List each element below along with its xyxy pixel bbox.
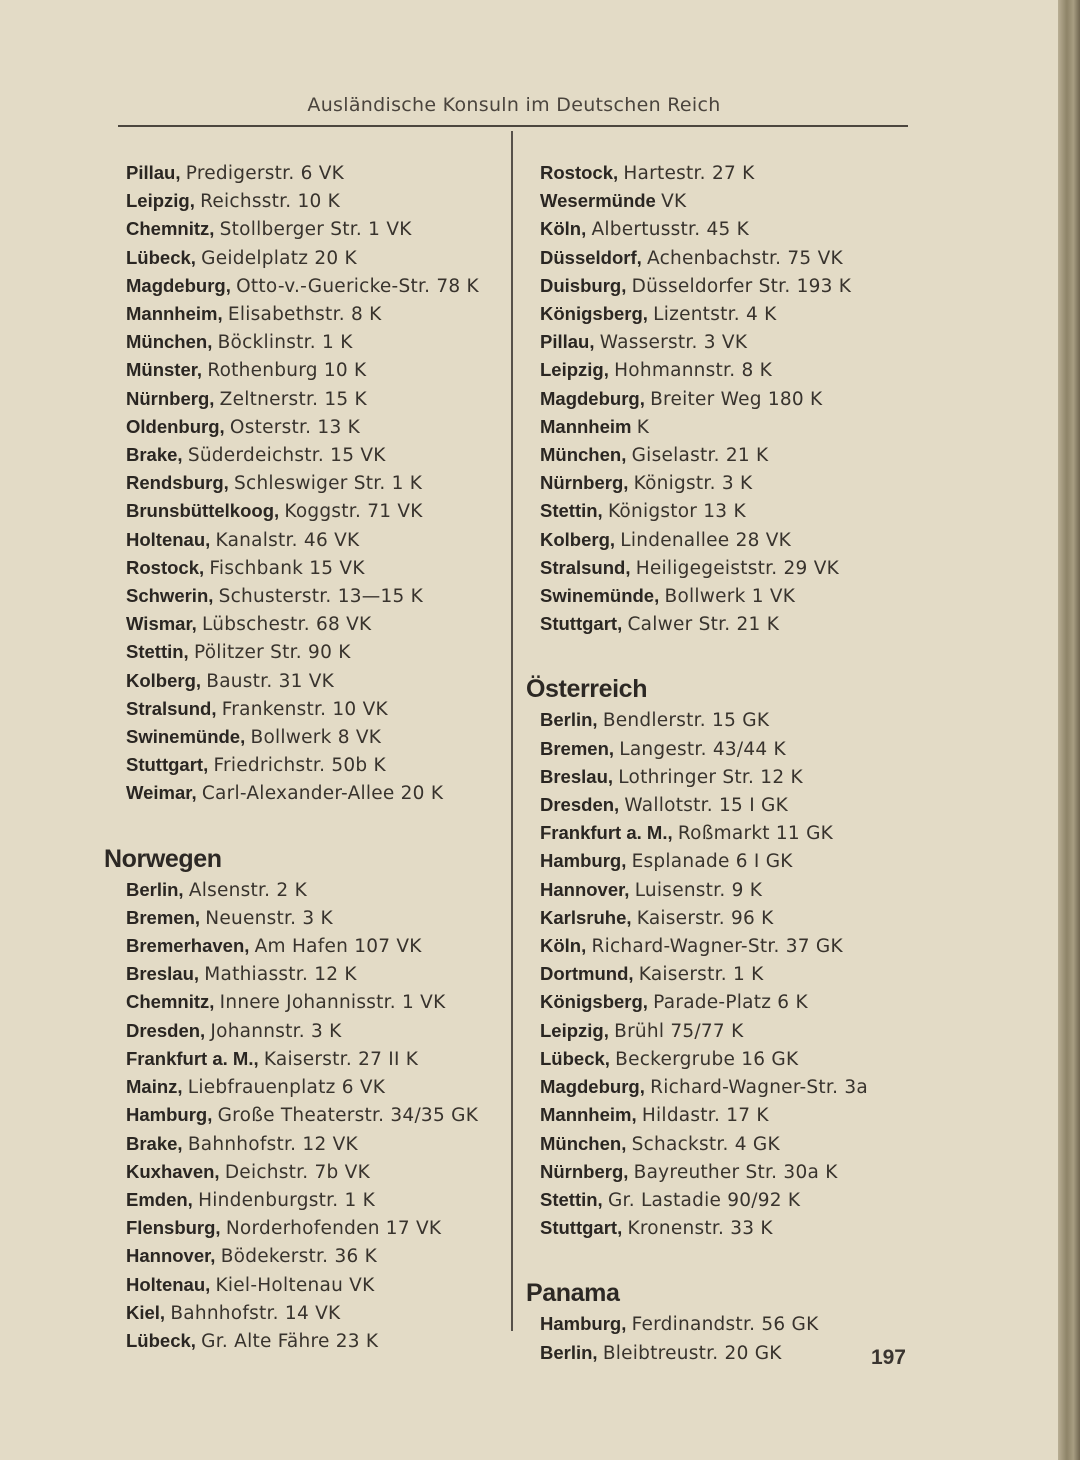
- city-name: Flensburg,: [126, 1217, 221, 1239]
- consulate-entry: [126, 469, 504, 497]
- consulate-address: Norderhofenden 17 VK: [225, 1218, 442, 1240]
- consulate-address: Brühl 75/77 K: [614, 1020, 744, 1042]
- consulate-entry: [540, 215, 912, 243]
- consulate-address: Zeltnerstr. 15 K: [219, 388, 367, 410]
- city-name: Wesermünde: [540, 190, 656, 212]
- city-name: Lübeck,: [126, 246, 196, 268]
- city-name: Brake,: [126, 444, 183, 466]
- consulate-entry: [126, 1158, 504, 1186]
- city-name: Karlsruhe,: [540, 906, 632, 928]
- consulate-entry: [540, 706, 912, 734]
- consulate-address: Böcklinstr. 1 K: [217, 332, 353, 354]
- city-name: Magdeburg,: [540, 1076, 645, 1098]
- city-name: Holtenau,: [126, 528, 211, 550]
- consulate-entry: [540, 988, 912, 1016]
- consulate-entry: [540, 932, 912, 960]
- city-name: Chemnitz,: [126, 218, 215, 240]
- consulate-address: Stollberger Str. 1 VK: [219, 219, 412, 241]
- consulate-entry: [126, 1101, 504, 1129]
- city-name: München,: [540, 1132, 627, 1154]
- city-name: Rendsburg,: [126, 472, 229, 494]
- consulate-address: Friedrichstr. 50b K: [213, 755, 386, 777]
- consulate-entry: [126, 751, 504, 779]
- page-edge: [1058, 0, 1080, 1460]
- consulate-address: Parade-Platz 6 K: [653, 992, 808, 1014]
- consulate-address: Wasserstr. 3 VK: [599, 332, 748, 354]
- consulate-address: Lothringer Str. 12 K: [618, 766, 803, 788]
- city-name: Kuxhaven,: [126, 1160, 220, 1182]
- consulate-address: Kronenstr. 33 K: [627, 1218, 773, 1240]
- city-name: Magdeburg,: [126, 274, 231, 296]
- consulate-address: Bahnhofstr. 14 VK: [170, 1302, 341, 1324]
- consulate-entry: [126, 159, 504, 187]
- city-name: Leipzig,: [540, 1019, 609, 1041]
- consulate-address: Am Hafen 107 VK: [254, 936, 422, 958]
- consulate-address: Bendlerstr. 15 GK: [602, 710, 770, 732]
- consulate-address: Schackstr. 4 GK: [631, 1133, 780, 1155]
- city-name: Stuttgart,: [540, 613, 623, 635]
- consulate-address: Bahnhofstr. 12 VK: [187, 1133, 358, 1155]
- city-name: Mainz,: [126, 1076, 183, 1098]
- consulate-address: Osterstr. 13 K: [229, 416, 360, 438]
- consulate-entry: [540, 1017, 912, 1045]
- consulate-address: Otto-v.-Guericke-Str. 78 K: [236, 275, 479, 297]
- consulate-entry: [126, 554, 504, 582]
- consulate-list-norwegen: [126, 876, 504, 1355]
- consulate-entry: [126, 582, 504, 610]
- consulate-entry: [126, 876, 504, 904]
- consulate-address: Hindenburgstr. 1 K: [198, 1189, 376, 1211]
- running-header: Ausländische Konsuln im Deutschen Reich: [307, 94, 721, 116]
- city-name: Hamburg,: [540, 850, 627, 872]
- consulate-entry: [540, 904, 912, 932]
- city-name: Leipzig,: [540, 359, 609, 381]
- consulate-entry: [540, 187, 912, 215]
- consulate-entry: [126, 960, 504, 988]
- city-name: Mannheim,: [540, 1104, 637, 1126]
- consulate-entry: [540, 1101, 912, 1129]
- consulate-entry: [540, 819, 912, 847]
- consulate-address: Wallotstr. 15 I GK: [624, 795, 789, 817]
- consulate-address: Luisenstr. 9 K: [634, 879, 763, 901]
- consulate-entry: [540, 1310, 912, 1338]
- consulate-entry: [126, 723, 504, 751]
- city-name: Nürnberg,: [540, 472, 629, 494]
- consulate-address: Richard-Wagner-Str. 37 GK: [591, 936, 843, 958]
- consulate-entry: [126, 526, 504, 554]
- consulate-entry: [540, 876, 912, 904]
- consulate-entry: [126, 497, 504, 525]
- header-rule: [118, 125, 908, 127]
- city-name: Schwerin,: [126, 585, 214, 607]
- consulate-entry: [540, 1339, 912, 1367]
- consulate-entry: [540, 735, 912, 763]
- consulate-entry: [540, 847, 912, 875]
- consulate-entry: [126, 1186, 504, 1214]
- consulate-address: Bayreuther Str. 30a K: [633, 1161, 838, 1183]
- city-name: Königsberg,: [540, 991, 648, 1013]
- consulate-entry: [126, 272, 504, 300]
- consulate-address: Schusterstr. 13—15 K: [218, 586, 424, 608]
- consulate-address: Calwer Str. 21 K: [627, 614, 780, 636]
- city-name: Oldenburg,: [126, 415, 225, 437]
- city-name: Lübeck,: [126, 1329, 196, 1351]
- city-name: Pillau,: [540, 331, 595, 353]
- consulate-entry: [540, 1045, 912, 1073]
- consulate-address: Hartestr. 27 K: [623, 163, 755, 184]
- consulate-entry: [126, 695, 504, 723]
- consulate-entry: [540, 763, 912, 791]
- consulate-address: Lübschestr. 68 VK: [202, 614, 372, 636]
- consulate-address: Heiligegeiststr. 29 VK: [635, 557, 839, 579]
- city-name: Kolberg,: [540, 528, 616, 550]
- consulate-entry: [540, 582, 912, 610]
- consulate-address: Kaiserstr. 27 II K: [263, 1048, 419, 1070]
- consulate-entry: [540, 1158, 912, 1186]
- consulate-address: Kanalstr. 46 VK: [215, 529, 360, 551]
- consulate-entry: [126, 1045, 504, 1073]
- city-name: Weimar,: [126, 782, 197, 804]
- consulate-list-oesterreich: [540, 706, 912, 1242]
- city-name: Brake,: [126, 1132, 183, 1154]
- city-name: Berlin,: [540, 709, 598, 731]
- city-name: Frankfurt a. M.,: [540, 822, 673, 844]
- consulate-entry: [126, 1073, 504, 1101]
- city-name: Dresden,: [540, 794, 620, 816]
- city-name: Stettin,: [540, 1188, 603, 1210]
- city-name: Hamburg,: [540, 1313, 627, 1335]
- consulate-address: Albertusstr. 45 K: [591, 219, 750, 241]
- consulate-entry: [126, 667, 504, 695]
- city-name: Bremen,: [126, 906, 201, 928]
- consulate-address: Geidelplatz 20 K: [201, 247, 357, 269]
- consulate-entry: [126, 932, 504, 960]
- consulate-address: Innere Johannisstr. 1 VK: [219, 992, 446, 1014]
- city-name: Swinemünde,: [126, 726, 246, 748]
- consulate-address: VK: [661, 191, 687, 213]
- city-name: Rostock,: [126, 556, 205, 578]
- city-name: Holtenau,: [126, 1273, 211, 1295]
- consulate-list: [126, 159, 504, 808]
- consulate-entry: [126, 1299, 504, 1327]
- consulate-entry: [126, 244, 504, 272]
- consulate-address: Pölitzer Str. 90 K: [193, 642, 351, 664]
- consulate-address: Lindenallee 28 VK: [620, 529, 792, 551]
- consulate-entry: [540, 244, 912, 272]
- consulate-entry: [126, 413, 504, 441]
- consulate-address: Rothenburg 10 K: [207, 360, 367, 382]
- consulate-address: Elisabethstr. 8 K: [227, 304, 382, 326]
- city-name: Leipzig,: [126, 190, 195, 212]
- consulate-entry: [126, 610, 504, 638]
- consulate-entry: [540, 328, 912, 356]
- city-name: Kolberg,: [126, 669, 202, 691]
- consulate-entry: [540, 610, 912, 638]
- city-name: Mannheim,: [126, 303, 223, 325]
- city-name: Stettin,: [126, 641, 189, 663]
- city-name: Rostock,: [540, 162, 619, 183]
- consulate-entry: [540, 1073, 912, 1101]
- consulate-entry: [126, 1017, 504, 1045]
- consulate-address: Bödekerstr. 36 K: [220, 1246, 377, 1268]
- consulate-address: Frankenstr. 10 VK: [221, 698, 388, 720]
- consulate-address: Mathiasstr. 12 K: [204, 964, 357, 986]
- left-column: [104, 159, 504, 1355]
- country-heading-panama: Panama: [526, 1279, 620, 1308]
- consulate-address: Fischbank 15 VK: [209, 557, 365, 579]
- consulate-list-panama: [540, 1310, 912, 1366]
- consulate-entry: [126, 1271, 504, 1299]
- city-name: Dresden,: [126, 1019, 206, 1041]
- city-name: Köln,: [540, 935, 587, 957]
- consulate-entry: [540, 526, 912, 554]
- city-name: München,: [126, 331, 213, 353]
- consulate-address: Kaiserstr. 1 K: [638, 964, 764, 986]
- city-name: Stralsund,: [126, 697, 217, 719]
- consulate-address: Reichsstr. 10 K: [200, 191, 341, 213]
- consulate-address: Alsenstr. 2 K: [188, 879, 307, 901]
- consulate-entry: [540, 1130, 912, 1158]
- consulate-entry: [126, 300, 504, 328]
- consulate-entry: [540, 960, 912, 988]
- consulate-address: Neuenstr. 3 K: [205, 907, 333, 929]
- city-name: Swinemünde,: [540, 585, 660, 607]
- consulate-entry: [540, 554, 912, 582]
- consulate-entry: [540, 300, 912, 328]
- city-name: Stuttgart,: [126, 754, 209, 776]
- consulate-address: Gr. Lastadie 90/92 K: [607, 1189, 801, 1211]
- country-heading-norwegen: Norwegen: [104, 844, 222, 873]
- consulate-address: Gr. Alte Fähre 23 K: [201, 1330, 379, 1352]
- consulate-address: Liebfrauenplatz 6 VK: [187, 1077, 386, 1099]
- city-name: Lübeck,: [540, 1047, 610, 1069]
- city-name: Wismar,: [126, 613, 197, 635]
- consulate-address: Achenbachstr. 75 VK: [647, 247, 843, 269]
- city-name: Breslau,: [126, 963, 200, 985]
- consulate-address: Koggstr. 71 VK: [284, 501, 423, 523]
- consulate-entry: [540, 441, 912, 469]
- consulate-address: Lizentstr. 4 K: [653, 304, 777, 326]
- city-name: Nürnberg,: [126, 387, 215, 409]
- consulate-address: Hohmannstr. 8 K: [614, 360, 772, 382]
- consulate-entry: [540, 1214, 912, 1242]
- consulate-entry: [126, 638, 504, 666]
- consulate-address: Kiel-Holtenau VK: [215, 1274, 375, 1296]
- city-name: Düsseldorf,: [540, 246, 642, 268]
- consulate-address: Predigerstr. 6 VK: [185, 163, 345, 184]
- consulate-address: Große Theaterstr. 34/35 GK: [217, 1105, 479, 1127]
- right-column: [526, 159, 912, 1367]
- city-name: Chemnitz,: [126, 991, 215, 1013]
- consulate-entry: [126, 904, 504, 932]
- consulate-entry: [126, 1214, 504, 1242]
- city-name: Königsberg,: [540, 303, 648, 325]
- consulate-entry: [126, 215, 504, 243]
- city-name: Stralsund,: [540, 556, 631, 578]
- consulate-address: Baustr. 31 VK: [206, 670, 335, 692]
- consulate-entry: [126, 988, 504, 1016]
- consulate-address: Breiter Weg 180 K: [650, 388, 823, 410]
- consulate-address: Langestr. 43/44 K: [619, 738, 786, 760]
- consulate-entry: [126, 385, 504, 413]
- city-name: Frankfurt a. M.,: [126, 1047, 259, 1069]
- consulate-entry: [126, 1327, 504, 1355]
- city-name: Emden,: [126, 1188, 193, 1210]
- consulate-entry: [540, 356, 912, 384]
- consulate-address: Ferdinandstr. 56 GK: [631, 1314, 819, 1336]
- city-name: Kiel,: [126, 1301, 166, 1323]
- consulate-address: Bollwerk 1 VK: [664, 586, 796, 608]
- country-heading-oesterreich: Österreich: [526, 675, 648, 704]
- city-name: Hamburg,: [126, 1104, 213, 1126]
- city-name: Berlin,: [540, 1341, 598, 1363]
- consulate-address: Süderdeichstr. 15 VK: [187, 445, 386, 467]
- consulate-entry: [540, 791, 912, 819]
- consulate-address: Kaiserstr. 96 K: [636, 907, 774, 929]
- page-number: 197: [870, 1346, 906, 1369]
- consulate-address: Giselastr. 21 K: [631, 445, 769, 467]
- city-name: Duisburg,: [540, 274, 627, 296]
- consulate-entry: [540, 272, 912, 300]
- city-name: Berlin,: [126, 878, 184, 900]
- consulate-entry: [540, 385, 912, 413]
- city-name: Nürnberg,: [540, 1160, 629, 1182]
- city-name: Brunsbüttelkoog,: [126, 500, 280, 522]
- city-name: Hannover,: [126, 1245, 216, 1267]
- city-name: Magdeburg,: [540, 387, 645, 409]
- consulate-address: Esplanade 6 I GK: [631, 851, 793, 873]
- consulate-entry: [540, 1186, 912, 1214]
- consulate-address: Beckergrube 16 GK: [615, 1048, 799, 1070]
- city-name: Köln,: [540, 218, 587, 240]
- consulate-address: Bollwerk 8 VK: [250, 727, 382, 749]
- city-name: Hannover,: [540, 878, 630, 900]
- consulate-entry: [126, 356, 504, 384]
- city-name: Bremen,: [540, 737, 615, 759]
- city-name: Stettin,: [540, 500, 603, 522]
- consulate-address: Deichstr. 7b VK: [224, 1161, 370, 1183]
- city-name: Münster,: [126, 359, 203, 381]
- consulate-address: Königstor 13 K: [607, 501, 746, 523]
- consulate-address: K: [636, 416, 650, 438]
- city-name: München,: [540, 444, 627, 466]
- consulate-list: [540, 159, 912, 638]
- consulate-entry: [126, 187, 504, 215]
- consulate-entry: [540, 497, 912, 525]
- city-name: Pillau,: [126, 162, 181, 183]
- consulate-entry: [540, 159, 912, 187]
- city-name: Mannheim: [540, 415, 632, 437]
- consulate-address: Richard-Wagner-Str. 3a: [650, 1077, 868, 1099]
- city-name: Bremerhaven,: [126, 935, 250, 957]
- consulate-address: Johannstr. 3 K: [210, 1020, 342, 1042]
- column-divider: [511, 131, 513, 1331]
- city-name: Dortmund,: [540, 963, 634, 985]
- consulate-address: Bleibtreustr. 20 GK: [602, 1342, 782, 1364]
- consulate-entry: [126, 1242, 504, 1270]
- consulate-address: Roßmarkt 11 GK: [677, 823, 834, 845]
- consulate-address: Schleswiger Str. 1 K: [234, 473, 423, 495]
- city-name: Breslau,: [540, 765, 614, 787]
- consulate-address: Carl-Alexander-Allee 20 K: [201, 783, 444, 805]
- consulate-entry: [126, 779, 504, 807]
- consulate-entry: [126, 1130, 504, 1158]
- consulate-entry: [126, 441, 504, 469]
- consulate-entry: [126, 328, 504, 356]
- consulate-address: Düsseldorfer Str. 193 K: [631, 275, 852, 297]
- city-name: Stuttgart,: [540, 1217, 623, 1239]
- consulate-address: Hildastr. 17 K: [641, 1105, 769, 1127]
- consulate-entry: [540, 469, 912, 497]
- consulate-entry: [540, 413, 912, 441]
- consulate-address: Königstr. 3 K: [633, 473, 753, 495]
